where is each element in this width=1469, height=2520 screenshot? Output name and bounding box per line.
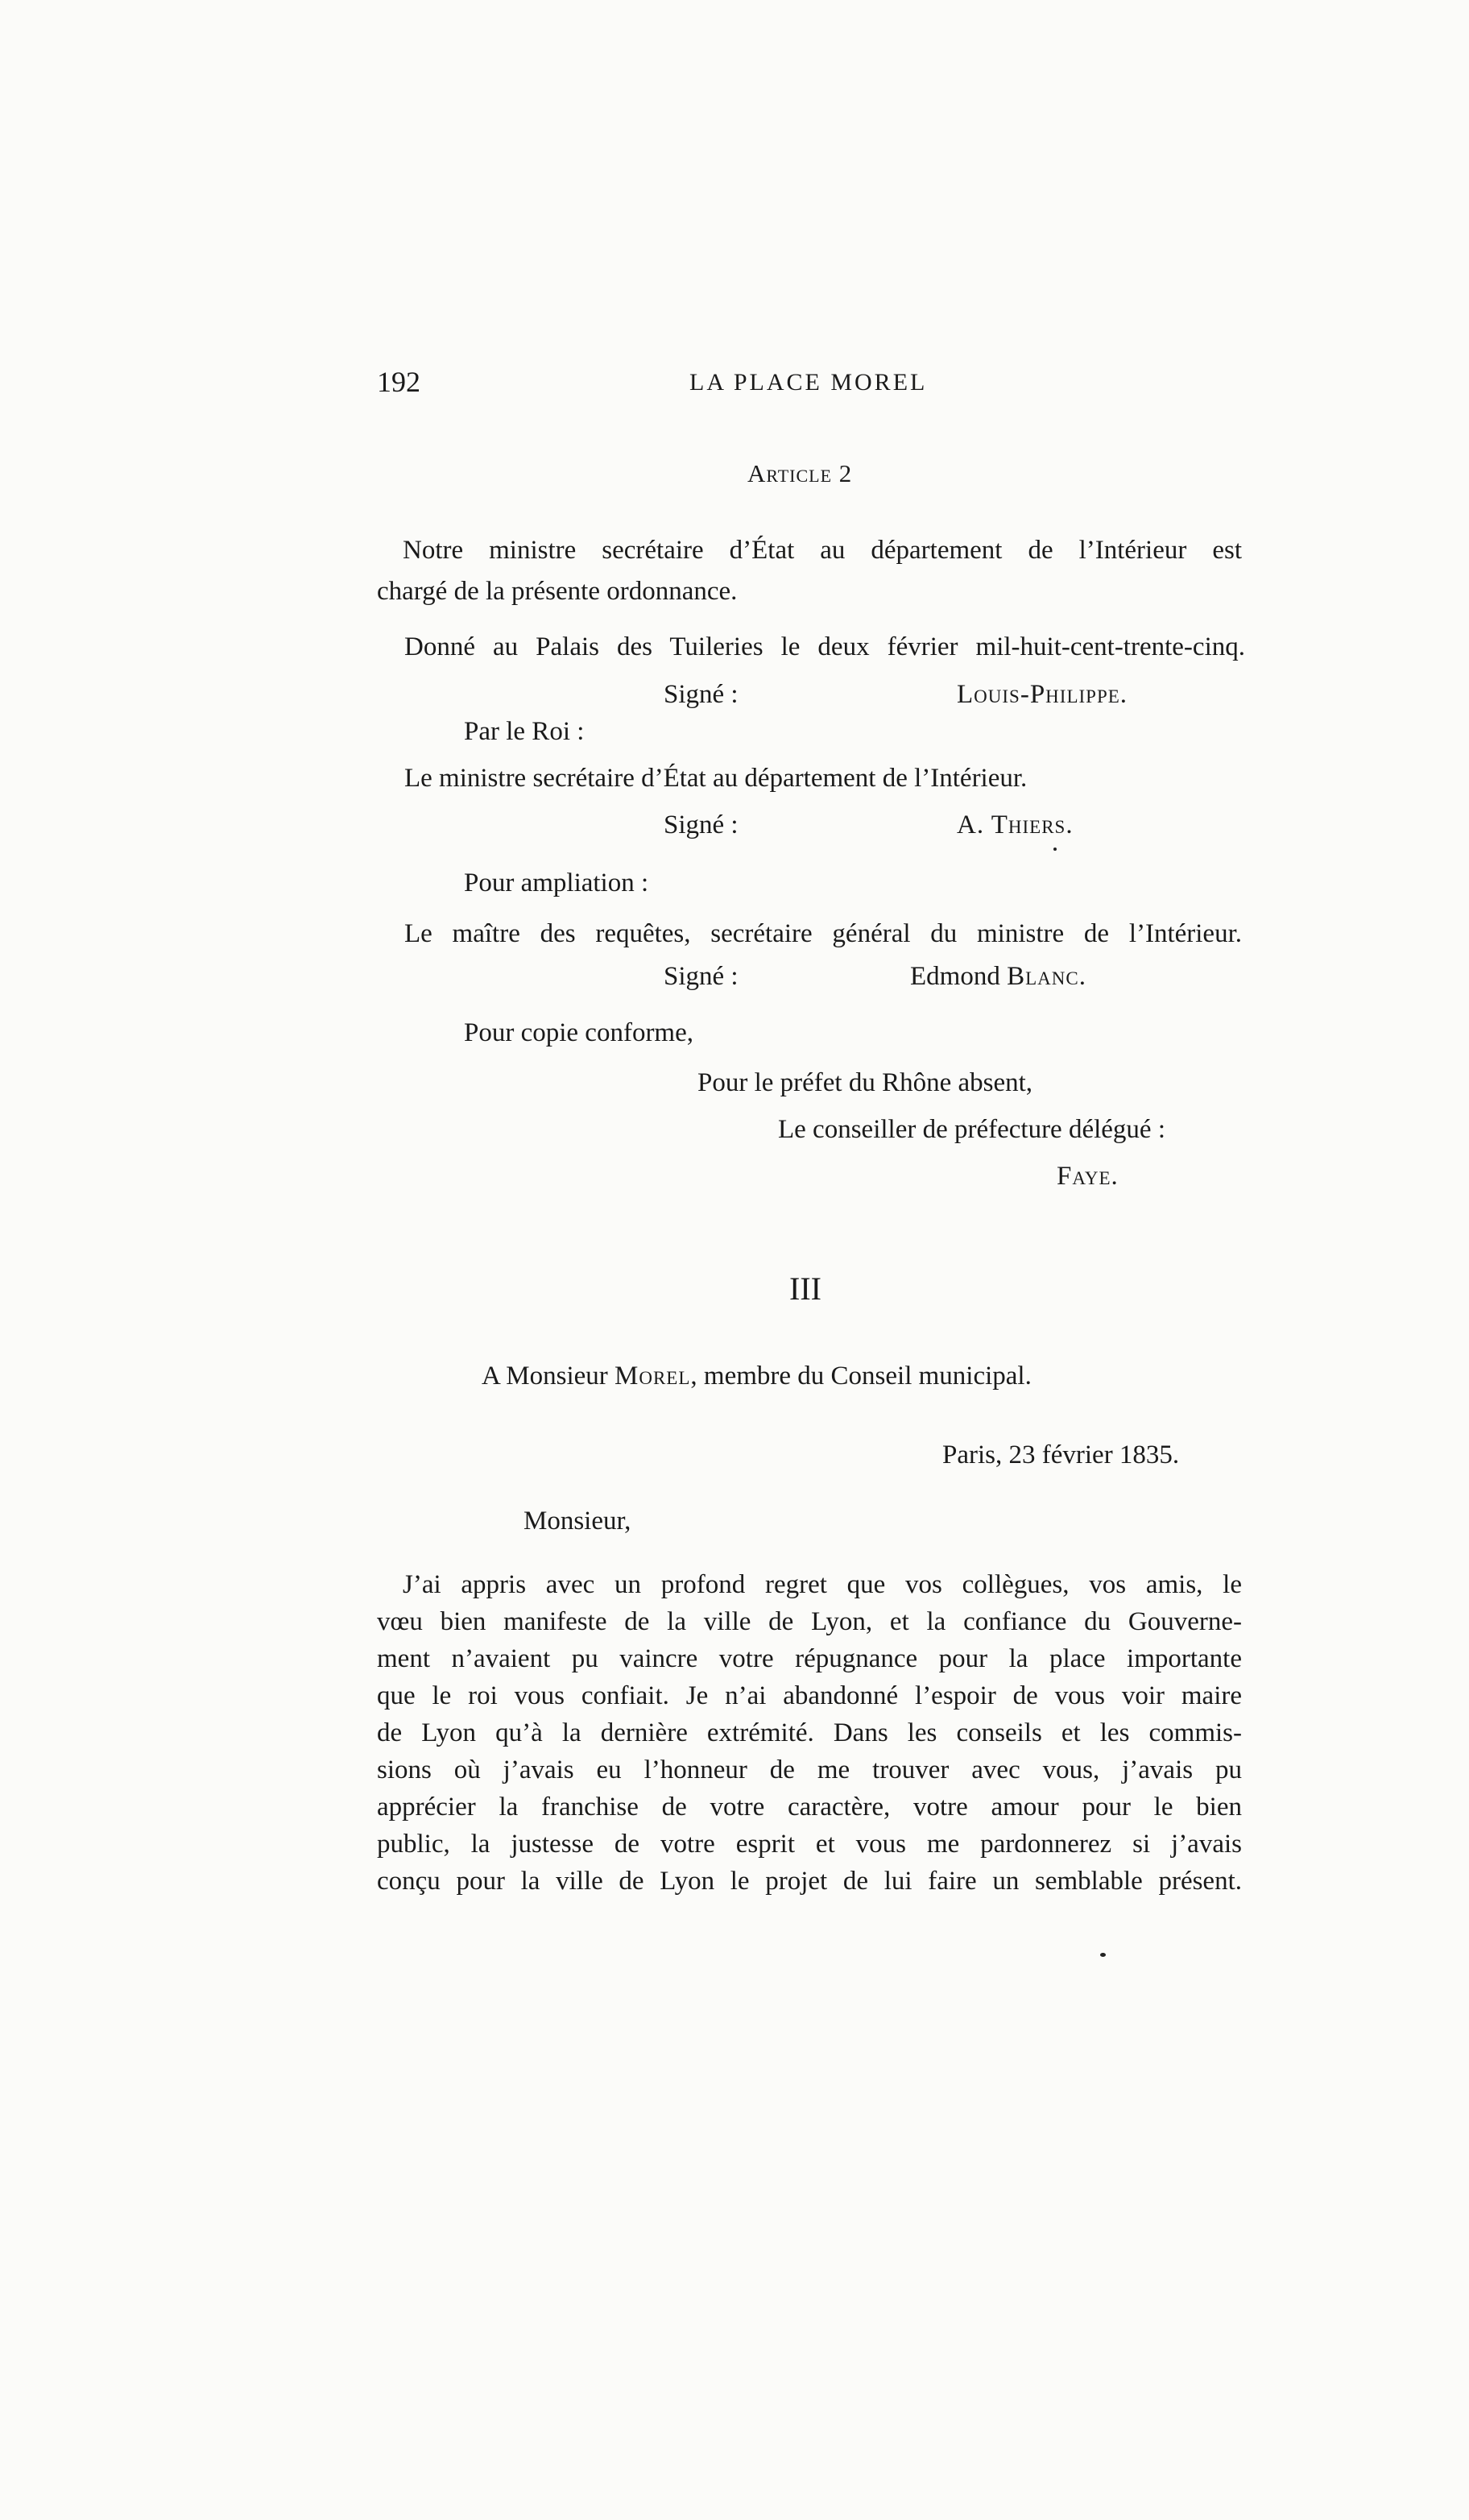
- salutation: Monsieur,: [523, 1507, 631, 1536]
- conseiller-delegue: Le conseiller de préfecture délégué :: [778, 1115, 1165, 1144]
- article-heading: Article 2: [747, 459, 853, 487]
- print-speck: [1053, 848, 1057, 851]
- signed-label-minister: Signé :: [664, 810, 739, 839]
- par-le-roi: Par le Roi :: [464, 717, 585, 746]
- signed-label-maitre: Signé :: [664, 962, 739, 991]
- article-text-line-1: Notre ministre secrétaire d’État au département de l’Intérieur est: [403, 536, 1242, 565]
- faye-signature: Faye.: [1057, 1162, 1119, 1191]
- print-speck: [1100, 1953, 1106, 1957]
- letter-body-line: apprécier la franchise de votre caractère, votre amour pour le bien: [377, 1793, 1242, 1822]
- addressee-suffix: , membre du Conseil municipal.: [690, 1362, 1032, 1391]
- letter-body-line: que le roi vous confiait. Je n’ai abandonné l’espoir de vous voir maire: [377, 1681, 1242, 1710]
- pour-le-prefet: Pour le préfet du Rhône absent,: [697, 1068, 1033, 1097]
- article-text-line-2: chargé de la présente ordonnance.: [377, 577, 738, 606]
- addressee-name: Morel: [614, 1362, 691, 1391]
- letter-body-line: vœu bien manifeste de la ville de Lyon, et la confiance du Gouverne-: [377, 1607, 1242, 1636]
- letter-body-line: conçu pour la ville de Lyon le projet de lui faire un semblable présent.: [377, 1867, 1242, 1896]
- section-numeral: III: [789, 1270, 821, 1307]
- maitre-signature-surname: Blanc.: [1007, 962, 1086, 991]
- pour-copie-conforme: Pour copie conforme,: [464, 1018, 693, 1047]
- letter-body-line: sions où j’avais eu l’honneur de me trouver avec vous, j’avais pu: [377, 1755, 1242, 1784]
- place-date: Paris, 23 février 1835.: [942, 1440, 1180, 1469]
- addressee-prefix: A Monsieur: [482, 1362, 614, 1391]
- pour-ampliation: Pour ampliation :: [464, 868, 649, 897]
- letter-body-line: de Lyon qu’à la dernière extrémité. Dans les conseils et les commis-: [377, 1718, 1242, 1747]
- signed-label-king: Signé :: [664, 680, 739, 709]
- letter-body-line: public, la justesse de votre esprit et vous me pardonnerez si j’avais: [377, 1830, 1242, 1859]
- letter-body-line: ment n’avaient pu vaincre votre répugnance pour la place importante: [377, 1644, 1242, 1673]
- minister-title: Le ministre secrétaire d’État au département de l’Intérieur.: [404, 764, 1028, 793]
- minister-signature: A. Thiers.: [957, 810, 1074, 839]
- letter-addressee: [482, 1363, 1032, 1390]
- king-signature: Louis-Philippe.: [957, 680, 1128, 709]
- running-title: LA PLACE MOREL: [689, 369, 928, 396]
- given-at-line: Donné au Palais des Tuileries le deux février mil-huit-cent-trente-cinq.: [404, 632, 1245, 661]
- maitre-signature-first: Edmond: [910, 962, 1008, 991]
- maitre-title: Le maître des requêtes, secrétaire général du ministre de l’Intérieur.: [404, 919, 1242, 948]
- page-number: 192: [377, 366, 420, 398]
- maitre-signature: [910, 964, 1086, 990]
- letter-body-line: J’ai appris avec un profond regret que vos collègues, vos amis, le: [403, 1570, 1242, 1599]
